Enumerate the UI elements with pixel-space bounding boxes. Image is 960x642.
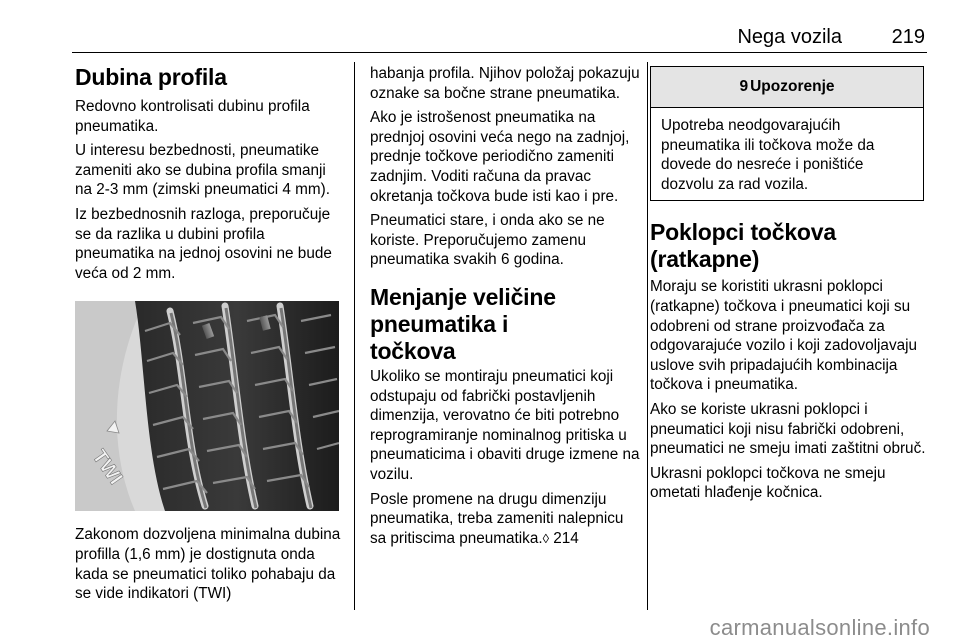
- page-header: [72, 24, 927, 50]
- column-3: [650, 60, 930, 508]
- paragraph: U interesu bezbednosti, pneumatike zameniti ako se dubina profila smanji na 2-3 mm (zimski pneumatici 4 mm).: [75, 142, 330, 199]
- paragraph: Ukrasni poklopci točkova ne smeju ometati hlađenje kočnica.: [650, 464, 886, 502]
- column-2: [370, 64, 640, 553]
- paragraph: Ukoliko se montiraju pneumatici koji odstupaju od fabrički postavljenih dimenzija, verovatno će biti potrebno reprogramiranje nominalnog pritiska u pneumaticima i obaviti druge izmene na vozilu.: [370, 367, 640, 483]
- paragraph: Ako se koriste ukrasni poklopci i pneumatici koji nisu fabrički odobreni, pneumatici ne smeju imati zaštitni obruč.: [650, 400, 926, 458]
- paragraph: Moraju se koristiti ukrasni poklopci (ratkapne) točkova i pneumatici koji su odobreni od strane proizvođača za odgovarajuće vozilo i koji zadovoljavaju uslove svih pripadajućih kombinacija točkova i pneumatika.: [650, 278, 918, 394]
- paragraph: [370, 490, 640, 549]
- heading-changing-size: Menjanje veličine pneumatika i točkova: [370, 283, 556, 364]
- paragraph: Ako je istrošenost pneumatika na prednjoj osovini veća nego na zadnjoj, prednje točkove periodično zameniti zadnjim. Voditi računa da pravac okretanja točkova bude isti kao i pre.: [370, 109, 630, 205]
- paragraph: Redovno kontrolisati dubinu profila pneumatika.: [75, 98, 310, 135]
- column-divider-1: [354, 62, 355, 610]
- paragraph-text: Posle promene na drugu dimenziju pneumatika, treba zameniti nalepnicu sa pritiscima pneumatika.: [370, 490, 624, 547]
- column-divider-2: [647, 62, 648, 610]
- warning-title: Upozorenje: [750, 78, 835, 95]
- twi-label: TWI: [87, 446, 127, 489]
- paragraph: habanja profila. Njihov položaj pokazuju oznake sa bočne strane pneumatika.: [370, 65, 640, 102]
- cross-reference-page[interactable]: 214: [553, 529, 579, 547]
- page-number: 219: [891, 26, 925, 48]
- section-title: Nega vozila: [737, 26, 842, 48]
- warning-header: [651, 67, 923, 108]
- warning-box: [650, 66, 924, 201]
- warning-icon: 9: [739, 78, 749, 95]
- warning-body: [651, 108, 923, 200]
- cross-reference-icon: ◊: [542, 530, 550, 546]
- heading-tread-depth: Dubina profila: [75, 64, 227, 90]
- paragraph: Iz bezbednosnih razloga, preporučuje se da razlika u dubini profila pneumatika na jednoj osovini ne bude veća od 2 mm.: [75, 205, 332, 282]
- warning-text: Upotreba neodgovarajućih pneumatika ili točkova može da dovede do nesreće i poništiće dozvolu za rad vozila.: [661, 117, 875, 193]
- header-divider: [72, 52, 927, 53]
- figure-caption: Zakonom dozvoljena minimalna dubina profilla (1,6 mm) je dostignuta onda kada se pneumatici toliko pohabaju da se vide indikatori (TWI): [75, 526, 341, 603]
- tire-tread-illustration: [75, 301, 339, 511]
- column-1: [75, 60, 343, 609]
- paragraph: Pneumatici stare, i onda ako se ne koriste. Preporučujemo zamenu pneumatika svakih 6 godina.: [370, 212, 605, 269]
- watermark: carmanualsonline.info: [709, 615, 930, 640]
- heading-wheel-covers: Poklopci točkova (ratkapne): [650, 219, 836, 273]
